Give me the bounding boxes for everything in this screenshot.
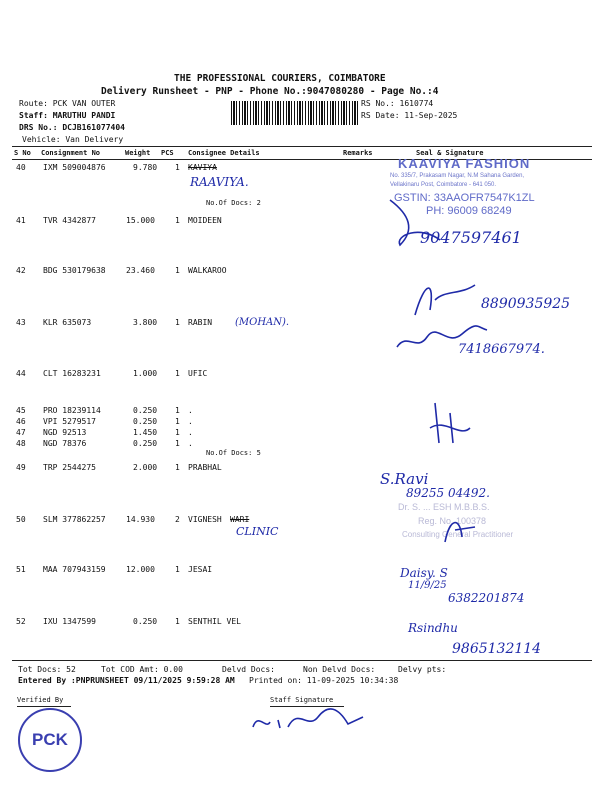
pck-stamp: PCK xyxy=(18,708,82,772)
runsheet-subtitle: Delivery Runsheet - PNP - Phone No.:9047080280 - Page No.:4 xyxy=(101,86,439,97)
row-sno: 47 xyxy=(16,428,26,437)
drs-no: DRS No.: DCJB161077404 xyxy=(19,123,125,132)
row-consignee: UFIC xyxy=(188,369,208,378)
row-pcs: 1 xyxy=(175,266,180,275)
row-sno: 45 xyxy=(16,406,26,415)
row-consignee: JESAI xyxy=(188,565,213,574)
handwritten-phone: 89255 04492. xyxy=(406,486,490,500)
delivered-docs: Delvd Docs: xyxy=(222,665,275,674)
row-consignment: SLM 377862257 xyxy=(43,515,106,524)
col-remarks: Remarks xyxy=(343,149,373,157)
row-sno: 50 xyxy=(16,515,26,524)
footer-rule xyxy=(12,660,592,661)
handwritten-phone: 8890935925 xyxy=(481,296,571,312)
row-consignment: MAA 707943159 xyxy=(43,565,106,574)
row-weight: 12.000 xyxy=(126,565,155,574)
stamp-phone: PH: 96009 68249 xyxy=(426,205,512,217)
company-title: THE PROFESSIONAL COURIERS, COIMBATORE xyxy=(174,73,386,84)
row-consignee: VIGNESH xyxy=(188,515,222,524)
header-rule-top xyxy=(12,146,592,147)
verified-by-label: Verified By xyxy=(17,696,64,704)
row-consignee: WALKAROO xyxy=(188,266,227,275)
row-consignment: NGD 78376 xyxy=(43,439,87,448)
row-sno: 40 xyxy=(16,163,26,172)
faint-stamp-line1: Dr. S. ... ESH M.B.B.S. xyxy=(398,502,490,512)
staff-signature-scribble xyxy=(248,702,368,736)
row-pcs: 1 xyxy=(175,369,180,378)
total-docs: Tot Docs: 52 xyxy=(18,665,76,674)
row-sno: 52 xyxy=(16,617,26,626)
delivery-points: Delvy pts: xyxy=(398,665,447,674)
row-sno: 48 xyxy=(16,439,26,448)
row-sno: 51 xyxy=(16,565,26,574)
row-pcs: 1 xyxy=(175,463,180,472)
row-weight: 2.000 xyxy=(133,463,158,472)
row-weight: 23.460 xyxy=(126,266,155,275)
row-sno: 44 xyxy=(16,369,26,378)
row-consignment: BDG 530179638 xyxy=(43,266,106,275)
row-consignee: PRABHAL xyxy=(188,463,222,472)
row-weight: 0.250 xyxy=(133,617,158,626)
col-consignment: Consignment No xyxy=(41,149,101,157)
row-consignee: . xyxy=(188,417,193,426)
row-weight: 0.250 xyxy=(133,406,158,415)
row-weight: 0.250 xyxy=(133,417,158,426)
row-consignee: SENTHIL VEL xyxy=(188,617,241,626)
handwritten-signature: S.Ravi xyxy=(380,470,429,488)
stamp-addr1: No. 335/7, Prakasam Nagar, N.M Sahana Garden, xyxy=(390,173,525,179)
stamp-name: KAAVIYA FASHION xyxy=(398,156,531,171)
row-pcs: 1 xyxy=(175,617,180,626)
row-weight: 1.000 xyxy=(133,369,158,378)
row-consignment: TVR 4342877 xyxy=(43,216,96,225)
staff-signature-label: Staff Signature xyxy=(270,696,334,704)
row-consignment: TRP 2544275 xyxy=(43,463,96,472)
handwritten-name: Rsindhu xyxy=(408,621,458,635)
signature-scribble xyxy=(405,275,485,320)
row-pcs: 1 xyxy=(175,428,180,437)
row-sno: 42 xyxy=(16,266,26,275)
row-pcs: 1 xyxy=(175,565,180,574)
signature-scribble xyxy=(425,398,475,453)
barcode xyxy=(231,101,359,125)
staff: Staff: MARUTHU PANDI xyxy=(19,111,116,120)
row-consignee: RABIN xyxy=(188,318,213,327)
rs-date: RS Date: 11-Sep-2025 xyxy=(361,111,458,120)
handwritten-phone: 9047597461 xyxy=(420,228,522,247)
row-pcs: 1 xyxy=(175,318,180,327)
row-pcs: 1 xyxy=(175,216,180,225)
total-cod: Tot COD Amt: 0.00 xyxy=(101,665,183,674)
row-consignment: NGD 92513 xyxy=(43,428,87,437)
row-weight: 3.800 xyxy=(133,318,158,327)
row-sno: 49 xyxy=(16,463,26,472)
row-pcs: 1 xyxy=(175,417,180,426)
row-consignment: CLT 16283231 xyxy=(43,369,101,378)
row-weight: 1.450 xyxy=(133,428,158,437)
row-weight: 9.780 xyxy=(133,163,158,172)
row-sno: 46 xyxy=(16,417,26,426)
row-consignment: KLR 635073 xyxy=(43,318,92,327)
handwritten-phone: 6382201874 xyxy=(448,591,525,605)
row-consignee: MOIDEEN xyxy=(188,216,222,225)
handwritten-name: (MOHAN). xyxy=(235,317,290,328)
handwritten-date: 11/9/25 xyxy=(408,580,447,591)
col-seal: Seal & Signature xyxy=(416,149,484,157)
row-consignee: . xyxy=(188,428,193,437)
row-consignment: VPI 5279517 xyxy=(43,417,96,426)
faint-stamp-line2: Reg. No. 100378 xyxy=(418,516,487,526)
col-sno: S No xyxy=(14,149,31,157)
row-consignee: . xyxy=(188,439,193,448)
row-pcs: 1 xyxy=(175,439,180,448)
signature-scribble xyxy=(440,512,480,547)
row-note: No.Of Docs: 2 xyxy=(206,199,261,207)
handwritten-phone: 9865132114 xyxy=(452,641,542,657)
vehicle: Vehicle: Van Delivery xyxy=(22,135,124,144)
stamp-gstin: GSTIN: 33AAOFR7547K1ZL xyxy=(394,192,535,204)
row-weight: 15.000 xyxy=(126,216,155,225)
row-weight: 0.250 xyxy=(133,439,158,448)
col-pcs: PCS xyxy=(161,149,174,157)
row-note: No.Of Docs: 5 xyxy=(206,449,261,457)
verified-by-underline xyxy=(17,706,71,707)
row-pcs: 2 xyxy=(175,515,180,524)
row-consignment: IXU 1347599 xyxy=(43,617,96,626)
row-consignee-struck: WARI xyxy=(230,515,250,524)
row-consignment: PRO 18239114 xyxy=(43,406,101,415)
col-weight: Weight xyxy=(125,149,151,157)
row-consignee: . xyxy=(188,406,193,415)
row-sno: 41 xyxy=(16,216,26,225)
stamp-addr2: Vellakinaru Post, Coimbatore - 641 050. xyxy=(390,182,497,188)
row-pcs: 1 xyxy=(175,163,180,172)
row-consignment: IXM 509004876 xyxy=(43,163,106,172)
row-sno: 43 xyxy=(16,318,26,327)
row-pcs: 1 xyxy=(175,406,180,415)
non-delivered-docs: Non Delvd Docs: xyxy=(303,665,376,674)
route: Route: PCK VAN OUTER xyxy=(19,99,116,108)
rs-no: RS No.: 1610774 xyxy=(361,99,434,108)
entered-by: Entered By :PNPRUNSHEET 09/11/2025 9:59:28 AM xyxy=(18,676,235,685)
row-consignee: KAVIYA xyxy=(188,163,217,172)
printed-on: Printed on: 11-09-2025 10:34:38 xyxy=(249,676,399,685)
handwritten-note: CLINIC xyxy=(236,525,279,538)
handwritten-name: RAAVIYA. xyxy=(190,175,249,189)
col-consignee: Consignee Details xyxy=(188,149,260,157)
handwritten-phone: 7418667974. xyxy=(458,342,545,357)
faint-stamp-line3: Consulting General Practitioner xyxy=(402,530,514,539)
handwritten-name: Daisy. S xyxy=(400,566,448,580)
row-weight: 14.930 xyxy=(126,515,155,524)
